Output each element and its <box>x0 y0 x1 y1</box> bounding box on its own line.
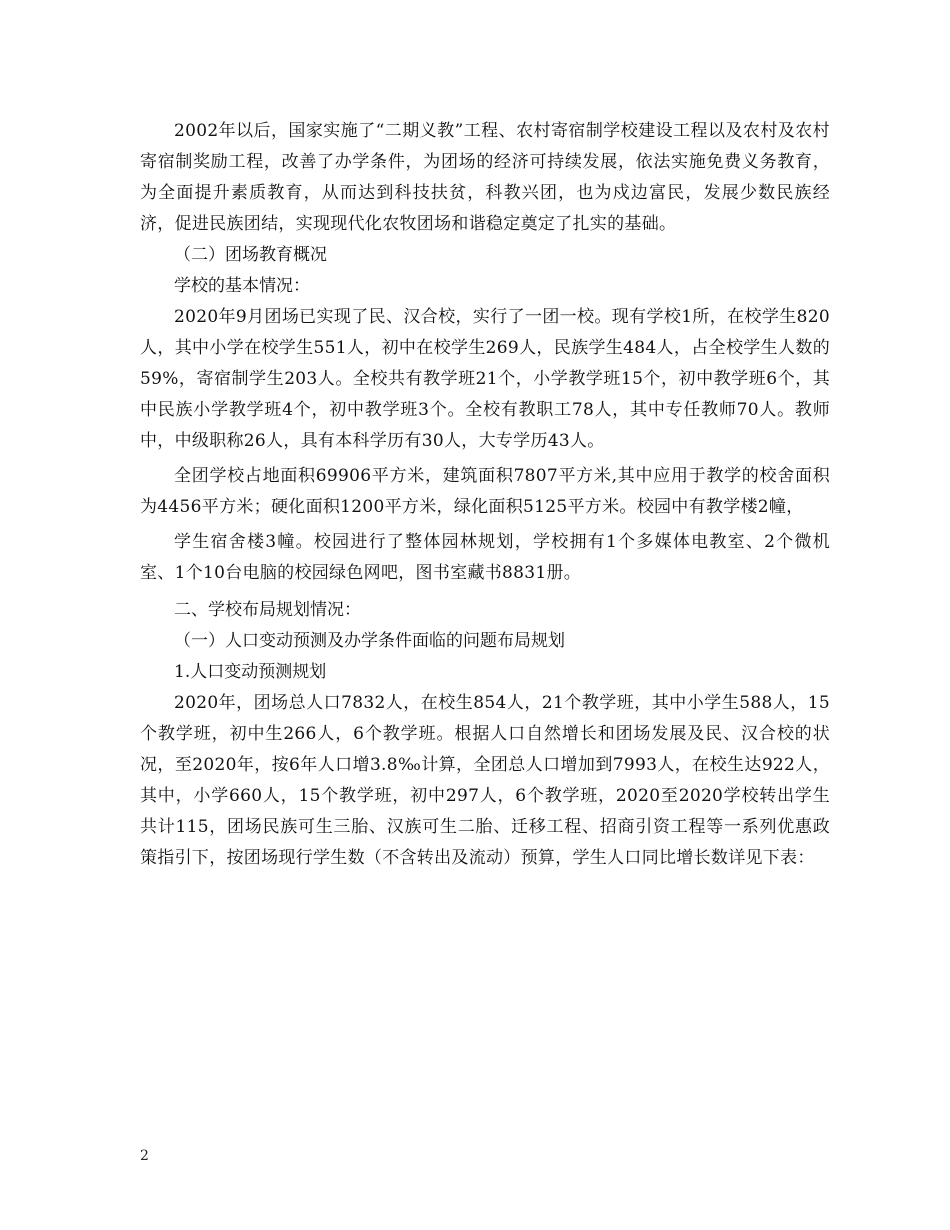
paragraph-campus-area: 全团学校占地面积69906平方米，建筑面积7807平方米,其中应用于教学的校舍面积为4456平方米；硬化面积1200平方米，绿化面积5125平方米。校园中有教学楼2幢， <box>140 466 830 517</box>
subheading-population-forecast: 1.人口变动预测规划 <box>174 662 327 682</box>
subheading-population-change-problems: （一）人口变动预测及办学条件面临的问题布局规划 <box>174 631 565 651</box>
paragraph-campus-facilities: 学生宿舍楼3幢。校园进行了整体园林规划，学校拥有1个多媒体电教室、2个微机室、1个10台电脑的校园绿色网吧，图书室藏书8831册。 <box>140 532 830 583</box>
paragraph-population-forecast: 2020年，团场总人口7832人，在校生854人，21个教学班，其中小学生588人，15个教学班，初中生266人，6个教学班。根据人口自然增长和团场发展及民、汉合校的状况，至2020年，按6年人口增3.8‰计算，全团总人口增加到7993人，在校生达922人，其中，小学660人，15个教学班，初中297人，6个教学班，2020至2020学校转出学生共计115，团场民族可生三胎、汉族可生二胎、迁移工程、招商引资工程等一系列优惠政策指引下，按团场现行学生数（不含转出及流动）预算，学生人口同比增长数详见下表： <box>140 693 830 868</box>
subheading-school-basic-info: 学校的基本情况： <box>174 276 310 296</box>
paragraph-school-statistics: 2020年9月团场已实现了民、汉合校，实行了一团一校。现有学校1所，在校学生820人，其中小学在校学生551人，初中在校学生269人，民族学生484人，占全校学生人数的59%，寄宿制学生203人。全校共有教学班21个，小学教学班15个，初中教学班6个，其中民族小学教学班4个，初中教学班3个。全校有教职工78人，其中专任教师70人。教师中，中级职称26人，具有本科学历有30人，大专学历43人。 <box>140 307 830 451</box>
section-heading-layout-planning: 二、学校布局规划情况： <box>174 600 361 620</box>
paragraph-compulsory-education-projects: 2002年以后，国家实施了“二期义教”工程、农村寄宿制学校建设工程以及农村及农村寄宿制奖励工程，改善了办学条件，为团场的经济可持续发展，依法实施免费义务教育，为全面提升素质教育，从而达到科技扶贫，科教兴团，也为戍边富民，发展少数民族经济，促进民族团结，实现现代化农牧团场和谐稳定奠定了扎实的基础。 <box>140 121 830 234</box>
section-heading-education-overview: （二）团场教育概况 <box>174 245 327 265</box>
page-number: 2 <box>140 1148 149 1164</box>
document-body <box>140 116 830 874</box>
